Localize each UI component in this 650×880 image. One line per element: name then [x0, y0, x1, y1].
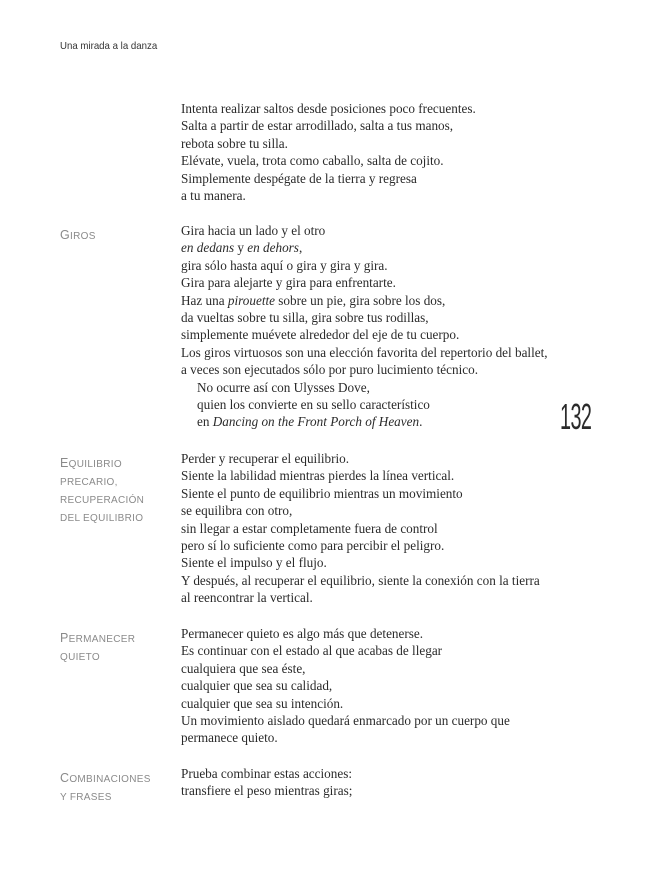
text-line: Salta a partir de estar arrodillado, salta a tus manos, — [181, 118, 454, 134]
text-line: Intenta realizar saltos desde posiciones poco frecuentes. — [181, 101, 476, 116]
label-line: COMBINACIONES — [60, 771, 151, 785]
label-line: GIROS — [60, 228, 96, 242]
text-line — [181, 292, 581, 309]
text-line: cualquier que sea su calidad, — [181, 678, 333, 694]
text-line: No ocurre así con Ulysses Dove, — [197, 379, 370, 395]
intro-text — [181, 100, 581, 204]
text-line: a tu manera. — [181, 188, 246, 204]
text-line — [181, 239, 581, 256]
section-text-permanecer — [181, 625, 581, 747]
section-label-giros — [60, 226, 175, 246]
text-line: cualquiera que sea éste, — [181, 660, 306, 676]
label-line: Y FRASES — [60, 792, 112, 803]
text-line — [181, 413, 581, 430]
text-line: da vueltas sobre tu silla, gira sobre tus rodillas, — [181, 310, 429, 326]
text-line: Prueba combinar estas acciones: — [181, 766, 353, 781]
section-label-combinaciones — [60, 769, 175, 807]
italic-term: en dehors — [247, 240, 299, 256]
text-line: Gira hacia un lado y el otro — [181, 223, 326, 238]
text-line: Y después, al recuperar el equilibrio, siente la conexión con la tierra — [181, 572, 540, 588]
text-line: Es continuar con el estado al que acabas de llegar — [181, 643, 443, 659]
section-text-giros — [181, 222, 581, 431]
text-line: Permanecer quieto es algo más que detenerse. — [181, 626, 424, 641]
text-fragment: Haz una — [181, 292, 228, 308]
label-line: RECUPERACIÓN — [60, 495, 145, 506]
section-label-equilibrio — [60, 454, 175, 528]
italic-term: en dedans — [181, 240, 235, 256]
italic-term: pirouette — [227, 292, 275, 308]
label-line: PERMANECER — [60, 631, 136, 645]
text-line: permanece quieto. — [181, 730, 278, 746]
label-line: QUIETO — [60, 652, 100, 663]
text-fragment: , — [298, 240, 303, 256]
text-line: simplemente muévete alrededor del eje de tu cuerpo. — [181, 327, 460, 343]
running-header: Una mirada a la danza — [60, 40, 158, 52]
text-line: a veces son ejecutados sólo por puro lucimiento técnico. — [181, 362, 478, 378]
text-line: al reencontrar la vertical. — [181, 590, 313, 606]
text-line: pero sí lo suficiente como para percibir el peligro. — [181, 538, 445, 554]
text-line: gira sólo hasta aquí o gira y gira y gira. — [181, 257, 388, 273]
text-line: Siente el punto de equilibrio mientras un movimiento — [181, 485, 463, 501]
text-line: Elévate, vuela, trota como caballo, salta de cojito. — [181, 153, 444, 169]
text-line: quien los convierte en su sello característico — [197, 397, 430, 413]
text-line: rebota sobre tu silla. — [181, 135, 288, 151]
text-line: cualquier que sea su intención. — [181, 695, 344, 711]
label-line: DEL EQUILIBRIO — [60, 513, 144, 524]
section-text-equilibrio — [181, 450, 581, 607]
text-fragment: en — [197, 414, 213, 430]
text-line: Siente el impulso y el flujo. — [181, 555, 327, 571]
text-line: transfiere el peso mientras giras; — [181, 783, 353, 799]
text-line: sin llegar a estar completamente fuera de control — [181, 520, 438, 536]
page-number: 132 — [560, 396, 592, 437]
text-line: Un movimiento aislado quedará enmarcado por un cuerpo que — [181, 713, 510, 729]
text-fragment: sobre un pie, gira sobre los dos, — [275, 292, 446, 308]
section-label-permanecer — [60, 629, 175, 667]
text-line: Gira para alejarte y gira para enfrentarte. — [181, 275, 396, 291]
text-fragment: . — [419, 414, 423, 430]
label-line: PRECARIO, — [60, 477, 118, 488]
italic-title: Dancing on the Front Porch of Heaven — [212, 414, 420, 430]
text-line: Perder y recuperar el equilibrio. — [181, 451, 350, 466]
text-line: Siente la labilidad mientras pierdes la línea vertical. — [181, 468, 455, 484]
section-text-combinaciones — [181, 765, 581, 800]
text-line: Los giros virtuosos son una elección favorita del repertorio del ballet, — [181, 344, 548, 360]
text-line: se equilibra con otro, — [181, 503, 293, 519]
text-fragment: y — [234, 240, 248, 256]
text-line: Simplemente despégate de la tierra y regresa — [181, 170, 417, 186]
label-line: EQUILIBRIO — [60, 456, 122, 470]
